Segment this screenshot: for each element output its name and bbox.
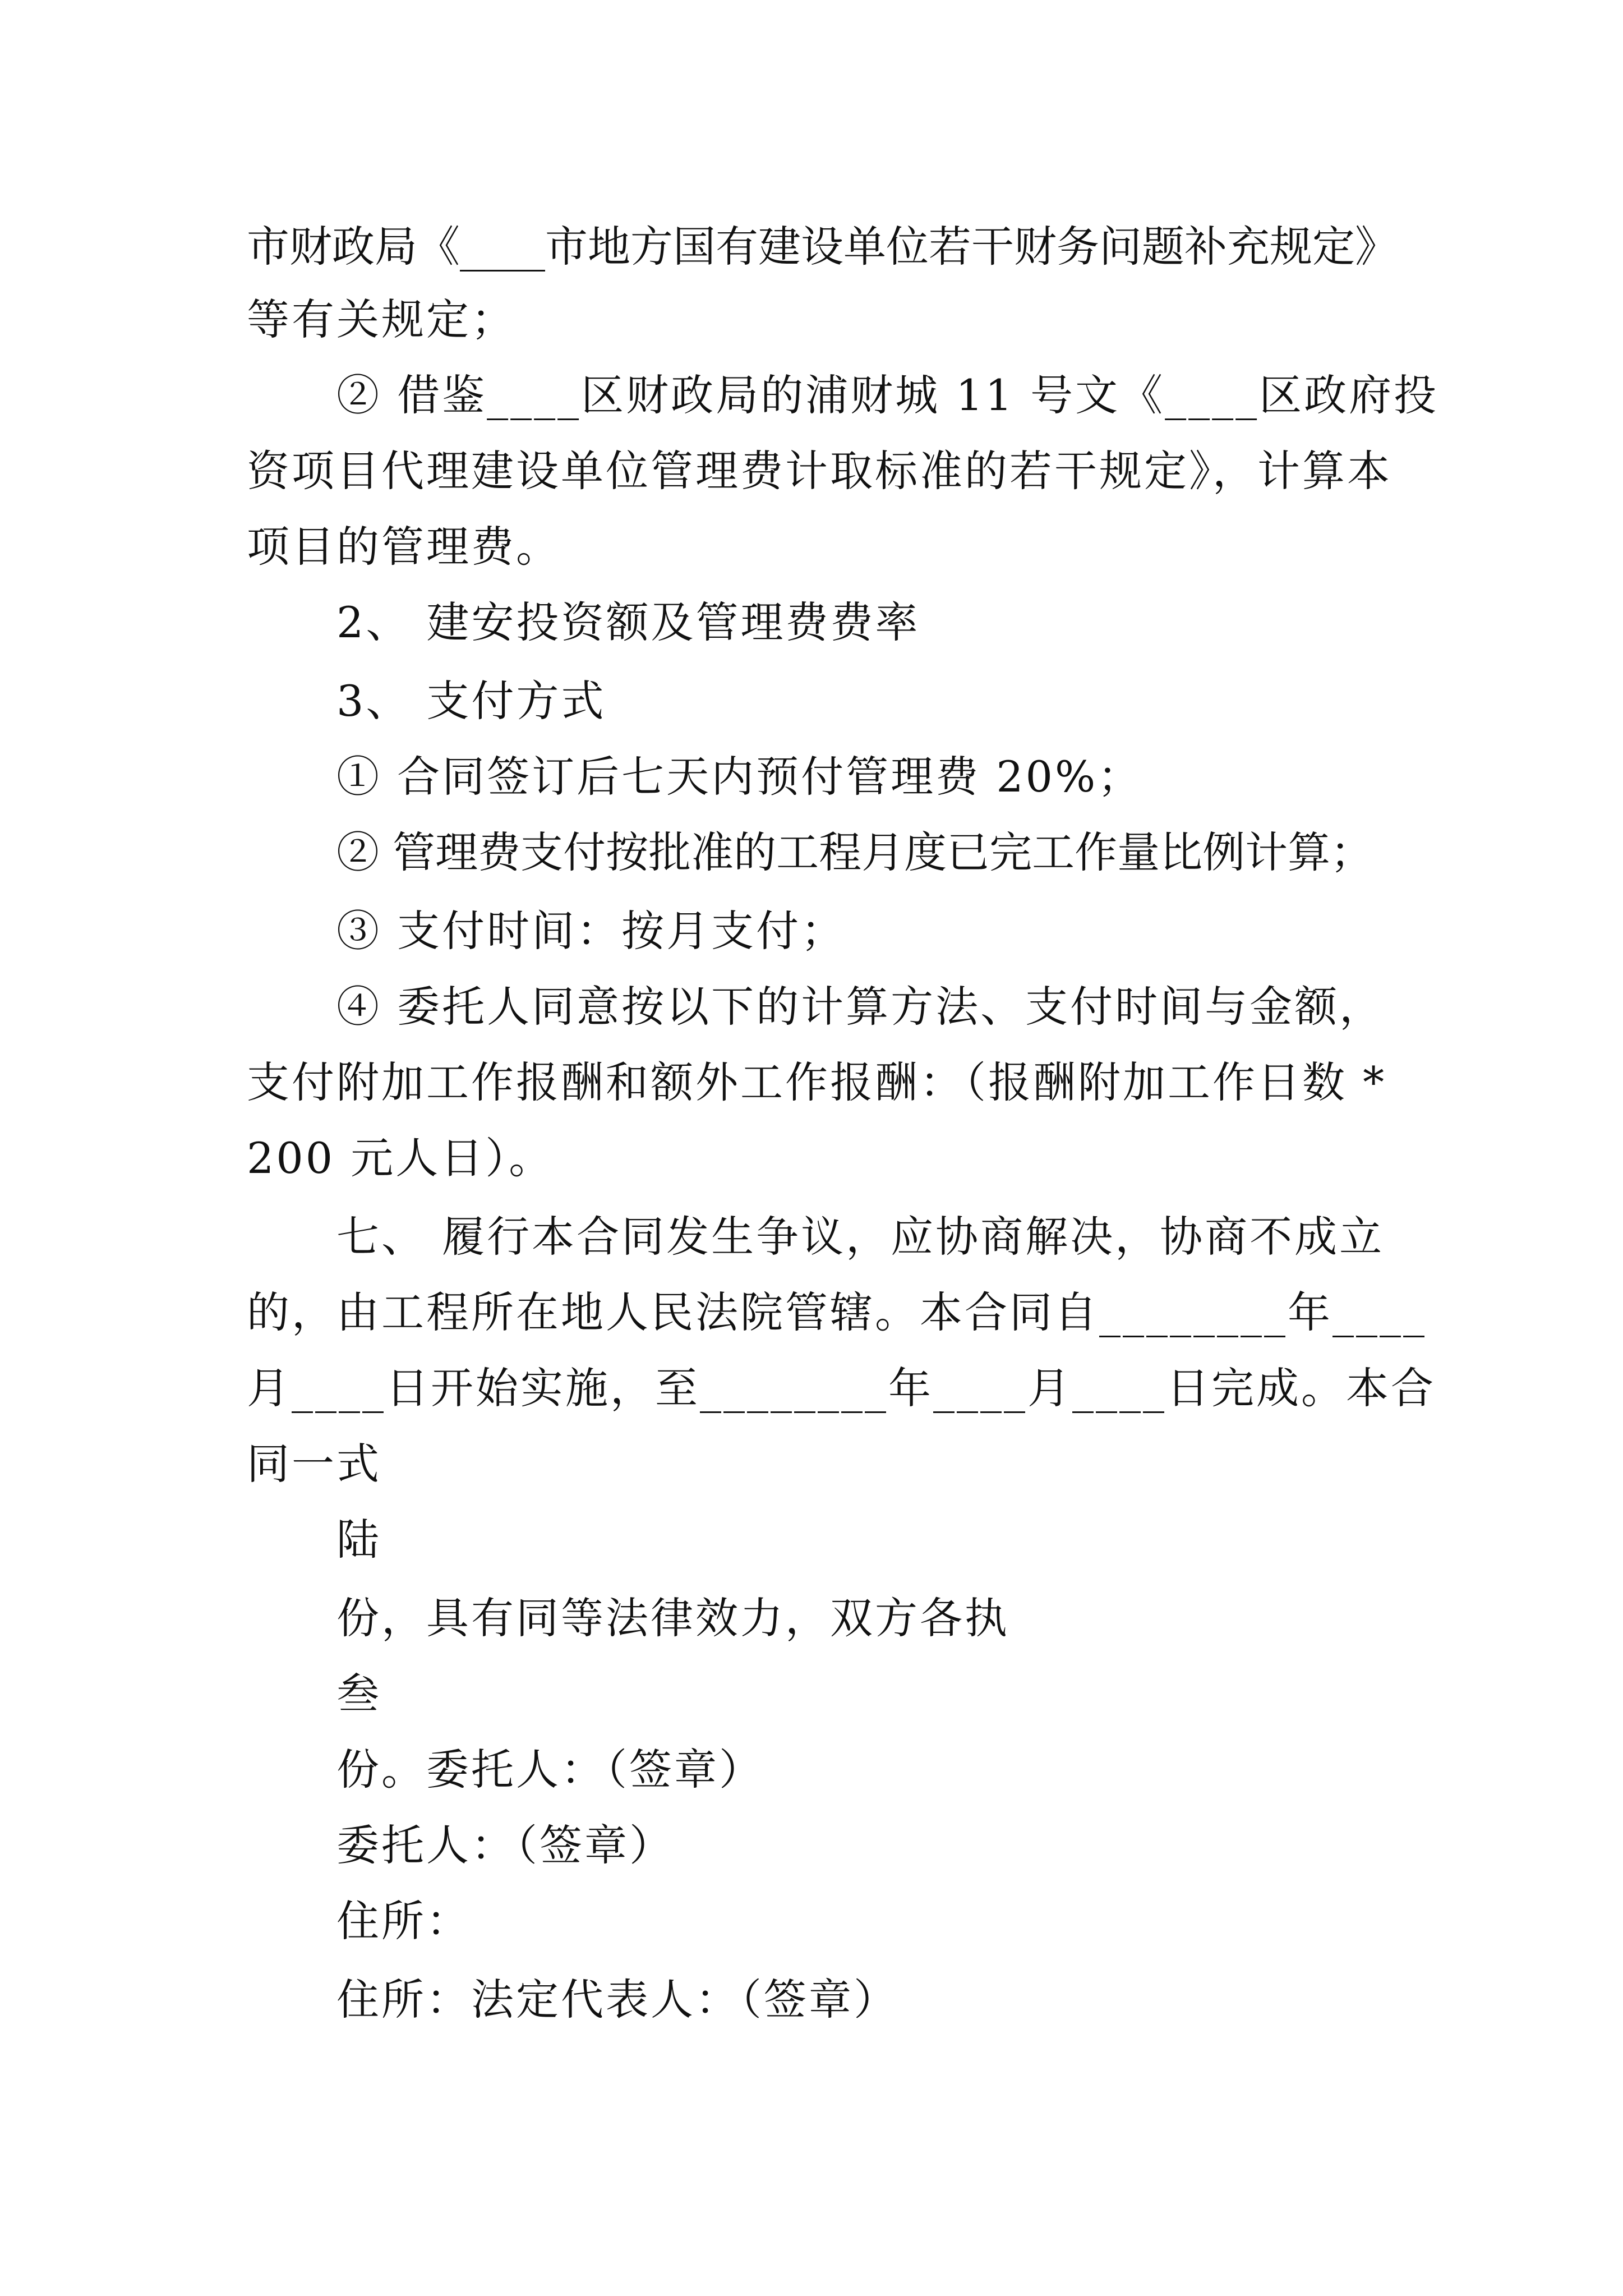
text-line: 等有关规定； xyxy=(247,295,516,344)
text-line: 月____日开始实施，至________年____月____日完成。本合 xyxy=(247,1363,1436,1413)
text-line: 市财政局《____市地方国有建设单位若干财务问题补充规定》 xyxy=(247,222,1398,272)
text-line: 同一式 xyxy=(247,1439,381,1489)
list-item: ③ 支付时间：按月支付； xyxy=(336,906,846,956)
signature-line: 委托人：（签章） xyxy=(336,1820,674,1870)
section-clause: 七、 履行本合同发生争议，应协商解决，协商不成立 xyxy=(336,1212,1385,1262)
list-item: ④ 委托人同意按以下的计算方法、支付时间与金额， xyxy=(336,982,1385,1032)
list-item: 3、 支付方式 xyxy=(336,676,606,726)
text-line: 份，具有同等法律效力，双方各执 xyxy=(336,1593,1009,1643)
text-line: ② 借鉴____区财政局的浦财城 11 号文《____区政府投 xyxy=(336,370,1439,420)
list-item: 2、 建安投资额及管理费费率 xyxy=(336,597,920,647)
text-line: 项目的管理费。 xyxy=(247,522,561,572)
text-line: 资项目代理建设单位管理费计取标准的若干规定》，计算本 xyxy=(247,446,1392,496)
list-item: ① 合同签订后七天内预付管理费 20%； xyxy=(336,752,1143,802)
text-line: 陆 xyxy=(336,1515,381,1565)
text-line: 叁 xyxy=(336,1669,381,1719)
text-line: 的，由工程所在地人民法院管辖。本合同自________年____ xyxy=(247,1287,1427,1337)
signature-line: 份。委托人：（签章） xyxy=(336,1745,764,1795)
address-line: 住所：法定代表人：（签章） xyxy=(336,1975,898,2024)
text-line: 200 元人日）。 xyxy=(247,1133,554,1183)
list-item: ② 管理费支付按批准的工程月度已完工作量比例计算； xyxy=(336,827,1373,877)
text-line: 支付附加工作报酬和额外工作报酬：（报酬附加工作日数 * xyxy=(247,1057,1387,1107)
address-line: 住所： xyxy=(336,1896,471,1946)
